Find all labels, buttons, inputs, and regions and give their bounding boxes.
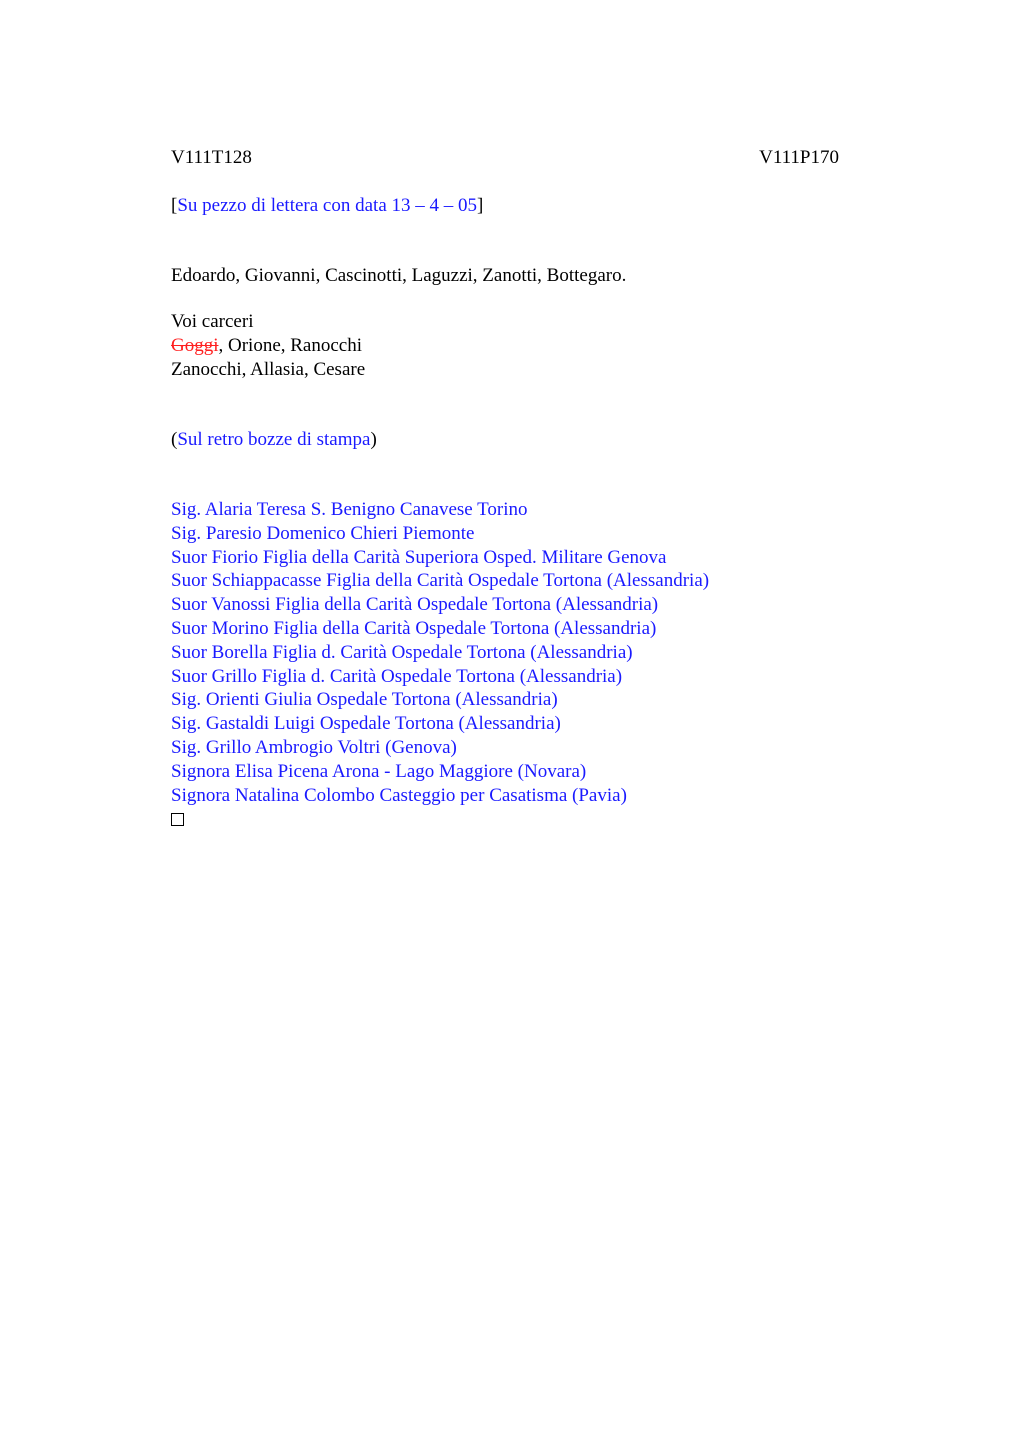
document-page bbox=[171, 146, 839, 832]
note-close-paren: ) bbox=[370, 429, 377, 450]
right-reference-code: V111P170 bbox=[759, 147, 839, 168]
address-list bbox=[171, 498, 839, 807]
address-item: Sig. Alaria Teresa S. Benigno Canavese Torino bbox=[171, 499, 528, 520]
address-item: Sig. Grillo Ambrogio Voltri (Genova) bbox=[171, 736, 457, 758]
note-close-bracket: ] bbox=[477, 195, 484, 216]
address-item: Suor Borella Figlia d. Carità Ospedale Tortona (Alessandria) bbox=[171, 641, 633, 663]
names-line: Edoardo, Giovanni, Cascinotti, Laguzzi, Zanotti, Bottegaro. bbox=[171, 265, 627, 286]
editorial-note-top bbox=[171, 194, 839, 218]
carceri-heading: Voi carceri bbox=[171, 311, 254, 332]
address-item: Signora Natalina Colombo Casteggio per Casatisma (Pavia) bbox=[171, 784, 627, 806]
document-header bbox=[171, 146, 839, 170]
end-of-text-marker bbox=[171, 807, 839, 832]
note-open-bracket: [ bbox=[171, 195, 178, 216]
square-box-icon bbox=[171, 813, 184, 826]
address-item: Suor Morino Figlia della Carità Ospedale Tortona (Alessandria) bbox=[171, 617, 657, 639]
address-item: Suor Grillo Figlia d. Carità Ospedale Tortona (Alessandria) bbox=[171, 665, 623, 687]
address-item: Suor Fiorio Figlia della Carità Superiora Osped. Militare Genova bbox=[171, 546, 667, 568]
address-item: Sig. Paresio Domenico Chieri Piemonte bbox=[171, 522, 475, 544]
carceri-line-2-rest: , Orione, Ranocchi bbox=[218, 335, 363, 356]
carceri-line-3: Zanocchi, Allasia, Cesare bbox=[171, 359, 366, 380]
note-back-text: Sul retro bozze di stampa bbox=[177, 429, 371, 450]
address-item: Sig. Gastaldi Luigi Ospedale Tortona (Alessandria) bbox=[171, 713, 561, 735]
address-item: Signora Elisa Picena Arona - Lago Maggiore (Novara) bbox=[171, 760, 587, 782]
note-open-paren: ( bbox=[171, 429, 178, 450]
address-item: Suor Schiappacasse Figlia della Carità Ospedale Tortona (Alessandria) bbox=[171, 570, 710, 592]
editorial-note-back bbox=[171, 428, 839, 452]
carceri-line-2 bbox=[171, 334, 839, 358]
note-top-text: Su pezzo di lettera con data 13 – 4 – 05 bbox=[177, 195, 478, 216]
address-item: Sig. Orienti Giulia Ospedale Tortona (Alessandria) bbox=[171, 689, 558, 711]
address-item: Suor Vanossi Figlia della Carità Ospedale Tortona (Alessandria) bbox=[171, 594, 659, 616]
left-reference-code: V111T128 bbox=[171, 147, 252, 168]
struck-name: Goggi bbox=[171, 335, 219, 356]
